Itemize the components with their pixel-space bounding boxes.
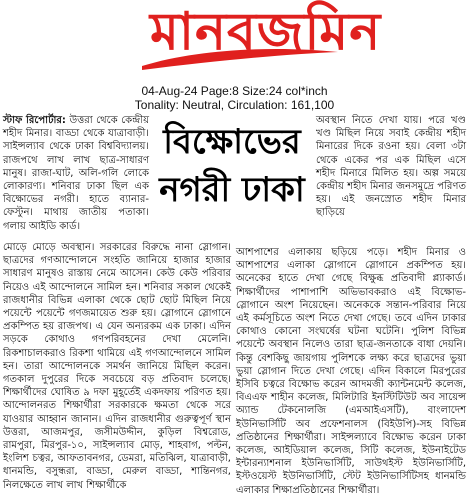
newspaper-logo: মানবজমিন xyxy=(150,1,382,62)
article-lead-paragraph xyxy=(3,114,149,233)
clipping-date-page-size: 04-Aug-24 Page:8 Size:24 col*inch xyxy=(141,84,328,98)
headline-line-2: নগরী ঢাকা xyxy=(159,170,305,210)
headline-block xyxy=(154,118,310,230)
byline: স্টাফ রিপোর্টার: xyxy=(3,115,66,126)
clipping-tonality-circulation: Tonality: Neutral, Circulation: 161,100 xyxy=(134,98,335,112)
headline-line-1: বিক্ষোভের xyxy=(163,122,301,162)
article-body-left: মোড়ে মোড়ে অবস্থান। সরকারের বিরুদ্ধে নানা স্লোগান। ছাত্রদের গণআন্দোলনে সংহতি জানিয়ে হাজার হাজার সাধারণ মানুষও রাস্তায় নেমে আসেন। কেউ কেউ পরিবার নিয়েও এই আন্দোলনে সামিল হন। শনিবার সকাল থেকেই রাজধানীর বিভিন্ন এলাকা থেকে ছোট ছোট মিছিল নিয়ে পয়েন্টে পয়েন্টে গণজমায়েত শুরু হয়। স্লোগানে স্লোগানে প্রকম্পিত হয় রাজপথ। এ যেন অন্যরকম এক ঢাকা। এদিন সড়কে কোথাও গণপরিবহনের দেখা মেলেনি। রিকশাচালকরাও রিকশা থামিয়ে এই গণআন্দোলনে সামিল হন। তারা আন্দোলনকে সমর্থন জানিয়ে মিছিল করেন। গতকাল দুপুরের দিকে সবচেয়ে বড় প্রতিবাদ চলেছে। শিক্ষার্থীদের ঘোষিত ৯ দফা মুহূর্তেই একদফায় পরিণত হয়। আন্দোলনরত শিক্ষার্থীরা সরকারকে ক্ষমতা থেকে সরে যাওয়ার আহ্বান জানান। এদিন রাজধানীর গুরুত্বপূর্ণ স্থান উত্তরা, আজমপুর, জসীমউদ্দীন, কুড়িল বিশ্বরোড, রামপুরা, মিরপুর-১০, সাইন্সল্যাব মোড়, শাহবাগ, পল্টন, ইংলিশ চত্বর, আফতাবনগর, ডেমরা, মতিঝিল, যাত্রাবাড়ী, ধানমন্ডি, বসুন্ধরা, বাড্ডা, মেরুল বাড্ডা, শান্তিনগর, নিলক্ষেতে লাখ লাখ শিক্ষার্থীকে xyxy=(3,242,231,491)
article-body-right: আশপাশের এলাকায় ছড়িয়ে পড়ে। শহীদ মিনার ও আশপাশের এলাকা স্লোগানে স্লোগানে প্রকম্পিত হয়। অনেকের হাতে দেখা গেছে বিক্ষুব্ধ প্রতিবাদী প্ল্যাকার্ড। শিক্ষার্থীদের পাশাপাশি অভিভাবকরাও এই বিক্ষোভ-স্লোগানে অংশ নিয়েছেন। অনেককে সন্তান-পরিবার নিয়ে এই কর্মসূচিতে অংশ নিতে দেখা গেছে। তবে এদিন ঢাকার কোথাও কোনো সংঘর্ষের ঘটনা ঘটেনি। পুলিশ বিভিন্ন পয়েন্টে অবস্থান নিলেও তারা ছাত্র-জনতাকে বাধা দেয়নি। কিন্তু বেশকিছু জায়গায় পুলিশকে লক্ষ্য করে ছাত্রদের ভুয়া ভুয়া স্লোগান দিতে দেখা গেছে। এদিন বিকালে মিরপুরের ইসিবি চত্বরে বিক্ষোভ করেন আদমজী ক্যান্টনমেন্ট কলেজ, বিএএফ শাহীন কলেজ, মিলিটারি ইনস্টিটিউট অব সায়েন্স অ্যান্ড টেকনোলজি (এমআইএসটি), বাংলাদেশ ইউনিভার্সিটি অব প্রফেশনালস (বিইউপি)-সহ বিভিন্ন প্রতিষ্ঠানের শিক্ষার্থীরা। সাইন্সল্যাবে বিক্ষোভ করেন ঢাকা কলেজ, আইডিয়াল কলেজ, সিটি কলেজ, ইউনাইটেড ইন্টারন্যাশনাল ইউনিভার্সিটি, সাউথইস্ট ইউনিভার্সিটি, ইস্টওয়েস্ট ইউনিভার্সিটি, স্টেট ইউনিভার্সিটিসহ ধানমন্ডি এলাকার শিক্ষাপ্রতিষ্ঠানের শিক্ষার্থীরা। xyxy=(236,247,466,496)
news-clipping xyxy=(0,114,469,496)
lead-text: উত্তরা থেকে কেন্দ্রীয় শহীদ মিনার। বাড্ডা থেকে যাত্রাবাড়ী। সাইন্সল্যাব থেকে ঢাকা বিশ্ববিদ্যালয়। রাজপথে লাখ লাখ ছাত্র-সাধারণ মানুষ। রাজা-ঘাট, অলি-গলি লোকে লোকারণ্য। শনিবার ঢাকা ছিল এক বিক্ষোভের নগরী। হাতে ব্যানার-ফেস্টুন। মাথায় জাতীয় পতাকা। গলায় আইডি কার্ড। xyxy=(3,115,149,232)
newspaper-masthead xyxy=(0,0,469,80)
article-body-right-top: অবস্থান নিতে দেখা যায়। পরে খণ্ড খণ্ড মিছিল নিয়ে সবাই কেন্দ্রীয় শহীদ মিনারের দিকে রওনা হয়। বেলা ৩টা থেকে একের পর এক মিছিল এসে শহীদ মিনারে মিলিত হয়। অল্প সময়ে কেন্দ্রীয় শহীদ মিনার জনসমুদ্রে পরিণত হয়। এই জনস্রোত শহীদ মিনার ছাড়িয়ে xyxy=(316,115,466,219)
